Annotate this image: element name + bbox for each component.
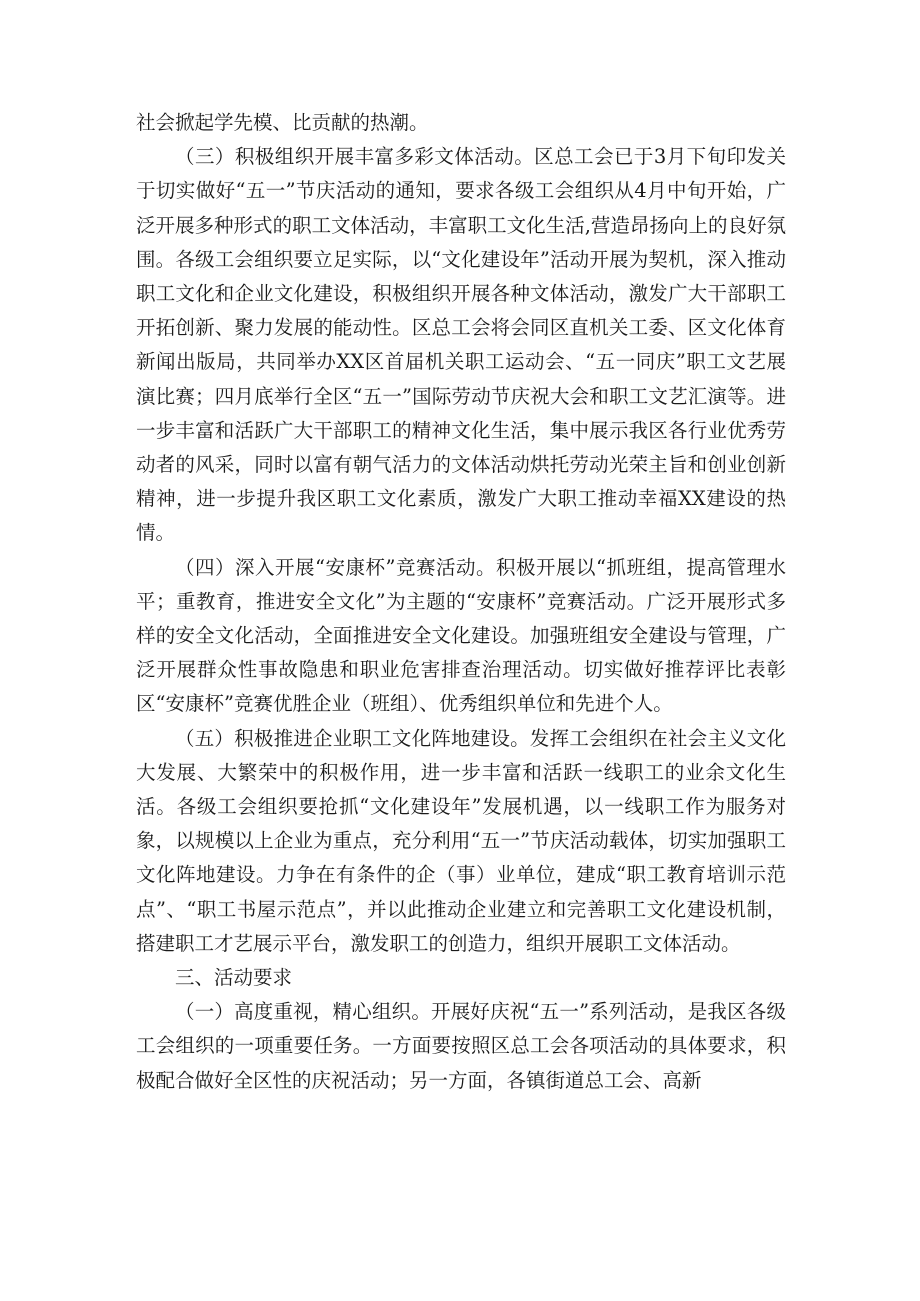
paragraph-continuation: 社会掀起学先模、比贡献的热潮。 — [136, 111, 429, 134]
paragraph-section-5: （五）积极推进企业职工文化阵地建设。发挥工会组织在社会主义文化大发展、大繁荣中的积极作用，进一步丰富和活跃一线职工的业余文化生活。各级工会组织要抢抓“文化建设年”发展机遇，以一线职工作为服务对象，以规模以上企业为重点，充分利用“五一”节庆活动载体，切实加强职工文化阵地建设。力争在有条件的企（事）业单位，建成“职工教育培训示范点”、“职工书屋示范点”，并以此推动企业建立和完善职工文化建设机制，搭建职工才艺展示平台，激发职工的创造力，组织开展职工文体活动。 — [136, 726, 786, 955]
paragraph-section-3: （三）积极组织开展丰富多彩文体活动。区总工会已于3月下旬印发关于切实做好“五一”节庆活动的通知，要求各级工会组织从4月中旬开始，广泛开展多种形式的职工文体活动，丰富职工文化生活,营造昂扬向上的良好氛围。各级工会组织要立足实际，以“文化建设年”活动开展为契机，深入推动职工文化和企业文化建设，积极组织开展各种文体活动，激发广大干部职工开拓创新、聚力发展的能动性。区总工会将会同区直机关工委、区文化体育新闻出版局，共同举办XX区首届机关职工运动会、“五一同庆”职工文艺展演比赛；四月底举行全区“五一”国际劳动节庆祝大会和职工文艺汇演等。进一步丰富和活跃广大干部职工的精神文化生活，集中展示我区各行业优秀劳动者的风采，同时以富有朝气活力的文体活动烘托劳动光荣主旨和创业创新精神，进一步提升我区职工文化素质，激发广大职工推动幸福XX建设的热情。 — [136, 145, 786, 545]
document-body — [136, 106, 786, 1098]
paragraph-section-4: （四）深入开展“安康杯”竞赛活动。积极开展以“抓班组，提高管理水平；重教育，推进安全文化”为主题的“安康杯”竞赛活动。广泛开展形式多样的安全文化活动，全面推进安全文化建设。加强班组安全建设与管理，广泛开展群众性事故隐患和职业危害排查治理活动。切实做好推荐评比表彰区“安康杯”竞赛优胜企业（班组）、优秀组织单位和先进个人。 — [136, 555, 786, 716]
paragraph-requirement-1: （一）高度重视，精心组织。开展好庆祝“五一”系列活动，是我区各级工会组织的一项重要任务。一方面要按照区总工会各项活动的具体要求，积极配合做好全区性的庆祝活动；另一方面，各镇街道总工会、高新 — [136, 1000, 786, 1092]
heading-activity-requirements: 三、活动要求 — [175, 966, 293, 990]
